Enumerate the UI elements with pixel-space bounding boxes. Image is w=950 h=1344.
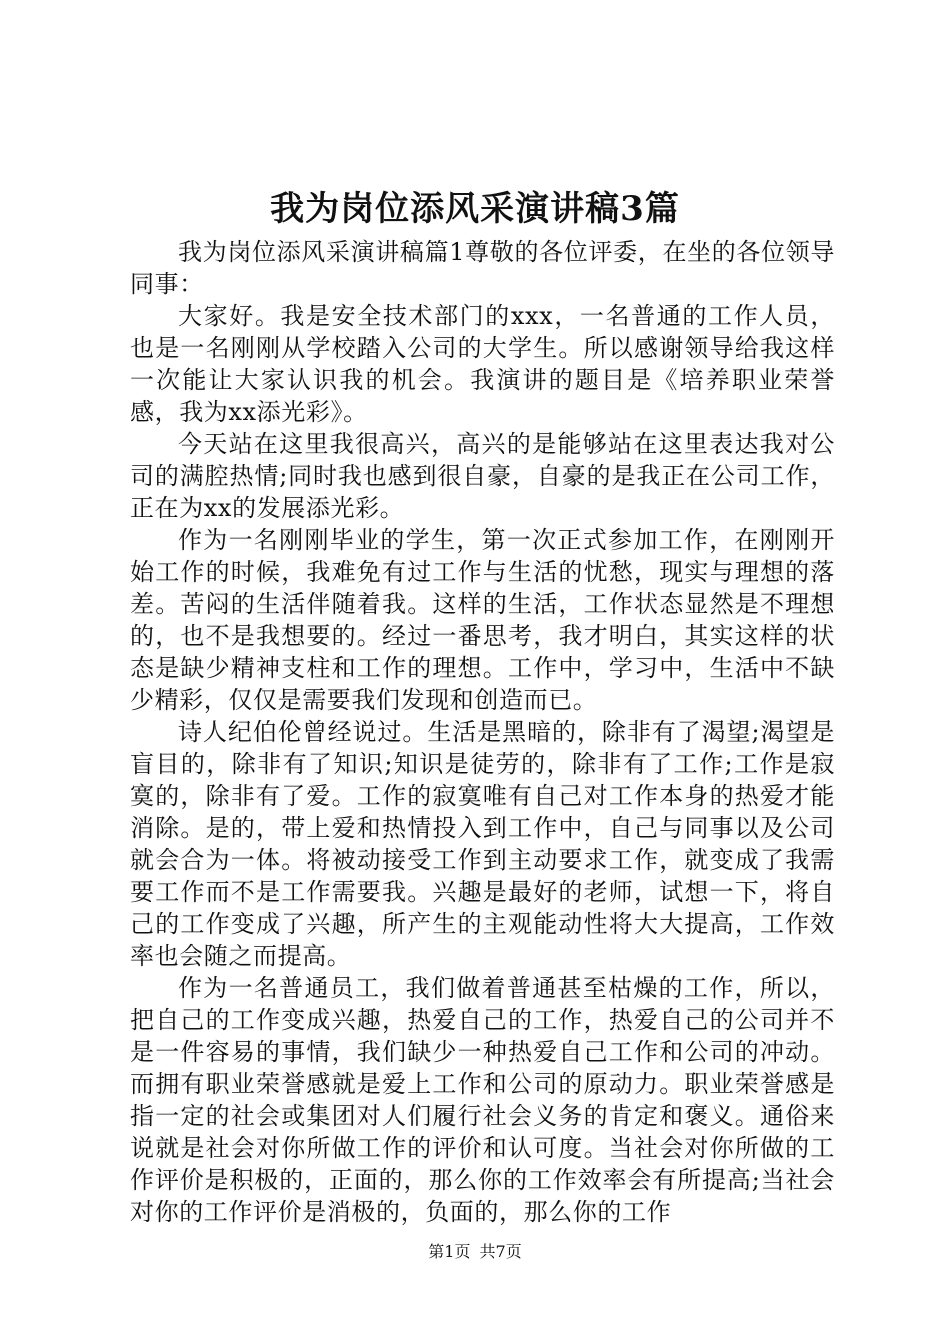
page-number: 第1页 [428,1242,471,1261]
paragraph-3: 今天站在这里我很高兴，高兴的是能够站在这里表达我对公司的满腔热情;同时我也感到很自豪，自豪的是我正在公司工作，正在为xx的发展添光彩。 [130,430,835,522]
paragraph-6: 作为一名普通员工，我们做着普通甚至枯燥的工作，所以，把自己的工作变成兴趣，热爱自己的工作，热爱自己的公司并不是一件容易的事情，我们缺少一种热爱自己工作和公司的冲动。而拥有职业荣誉感就是爱上工作和公司的原动力。职业荣誉感是指一定的社会或集团对人们履行社会义务的肯定和褒义。通俗来说就是社会对你所做工作的评价和认可度。当社会对你所做的工作评价是积极的，正面的，那么你的工作效率会有所提高;当社会对你的工作评价是消极的，负面的，那么你的工作 [130,974,835,1226]
page-footer [0,1240,950,1264]
paragraph-4: 作为一名刚刚毕业的学生，第一次正式参加工作，在刚刚开始工作的时候，我难免有过工作与生活的忧愁，现实与理想的落差。苦闷的生活伴随着我。这样的生活，工作状态显然是不理想的，也不是我想要的。经过一番思考，我才明白，其实这样的状态是缺少精神支柱和工作的理想。工作中，学习中，生活中不缺少精彩，仅仅是需要我们发现和创造而已。 [130,526,835,714]
page-total: 共7页 [479,1242,522,1261]
paragraph-2: 大家好。我是安全技术部门的xxx，一名普通的工作人员，也是一名刚刚从学校踏入公司的大学生。所以感谢领导给我这样一次能让大家认识我的机会。我演讲的题目是《培养职业荣誉感，我为xx添光彩》。 [130,302,835,426]
document-body [130,236,835,1228]
document-title: 我为岗位添风采演讲稿3篇 [270,189,680,229]
paragraph-1: 我为岗位添风采演讲稿篇1尊敬的各位评委，在坐的各位领导同事： [130,238,835,298]
paragraph-5: 诗人纪伯伦曾经说过。生活是黑暗的，除非有了渴望;渴望是盲目的，除非有了知识;知识是徒劳的，除非有了工作;工作是寂寞的，除非有了爱。工作的寂寞唯有自己对工作本身的热爱才能消除。是的，带上爱和热情投入到工作中，自己与同事以及公司就会合为一体。将被动接受工作到主动要求工作，就变成了我需要工作而不是工作需要我。兴趣是最好的老师，试想一下，将自己的工作变成了兴趣，所产生的主观能动性将大大提高，工作效率也会随之而提高。 [130,718,835,970]
